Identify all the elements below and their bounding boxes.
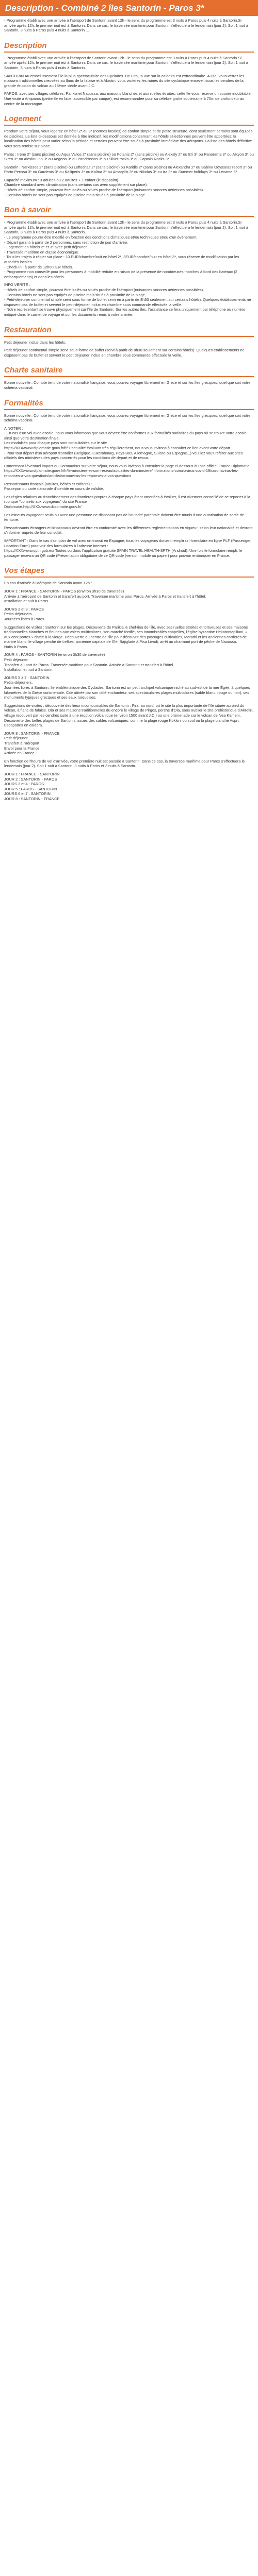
section-paragraph: - Programme établi avec une arrivée à l'aéroport de Santorin avant 12h - le sens du programme est 3 nuits à Paros puis 4 nuits à Santorin.Si arrivée après 12h, le premier nuit est à Santorin. Dans ce cas, le traversée maritime pour Santorin s'effectuera le lendemain (jour 2). Soit 1 nuit à Santorin, 3 nuits à Paros puis 4 nuits à Santorin. <box>4 55 248 70</box>
section-paragraph: JOUR 1 : FRANCE - SANTORIN JOUR 2 : SANTORIN - PAROS JOURS 3 et 4 : PAROS JOUR 5 : PAROS - SANTORIN JOURS 6 et 7 : SANTORIN JOUR 8 : SANTORIN - FRANCE <box>4 771 60 801</box>
section-paragraph: Petit déjeuner continental simple servi sous forme de buffet (servi à partir de 8h30 seulement sur certains hôtels). Quelques établissements ne disposent pas de buffet et servent le petit déjeuner inclus en chambre sous commande effectuée la veille. <box>4 348 245 358</box>
section-paragraph: En fonction de l'heure de vol d'arrivée, votre première nuit est passée à Santorin. Dans ce cas, la traversée maritime pour Paros s'effectuera le lendemain (jour 2). Soit 1 nuit à Santorin, 3 nuits à Paros et 3 nuits à Santorin. <box>4 758 245 769</box>
section-paragraph: INFO VERITÉ : - Hôtels de confort simple, pouvant être isolés ou situés proche de l'aéroport (nuisances sonores aériennes possibles). - Certains hôtels ne sont pas équipés de piscine mais situés à proximité de la plage. - Petit-déjeuner continental simple servi sous forme de buffet servi en à partir de 8h30 seulement sur certains hôtels). Quelques établissements ne disposent pas de buffet et servent le petit-déjeuner inclus en chambre sous commande effectuée la veille. - Notre représentant se trouve physiquement sur l'île de Santorin. Sur les autres îles, l'assistance se fera uniquement par téléphone au numéro indiqué dans le carnet de voyage et sur les documents remis à votre arrivée. <box>4 282 251 317</box>
section-3 <box>4 326 254 358</box>
section-0 <box>4 41 254 106</box>
section-title: Restauration <box>4 326 254 337</box>
section-paragraph: Suggestions de visites : découverte des lieux incontournables de Santorin : Fira, au nord, où le site la plus importante de l'île située au pied du volcan, à flanc de falaise. Oia et ses maisons traditionnelles du encore le village de Pirgos, perché d'Oia, sans oublier le site préhistorique d'Akrotiri, village recouvert par les cendres suite à une éruption volcanique (environ 1500 avant J.C.) ou une promenade sur le volcan de Nea Kameni. Découverte des belles plages de Santorin, issues des sables volcaniques, comme la plage rouge Kokkini ou soul ou la plage blanche Aspri. Escapades en caldera. <box>4 703 254 728</box>
intro-block <box>4 18 254 33</box>
page-title: Description - Combiné 2 îles Santorin - Paros 3* <box>5 3 204 13</box>
section-paragraph: Pendant votre séjour, vous logerez en hôtel 2* ou 3* (normes locales) de confort simple et de petite structure, dont seulement certains sont équipés de piscines. La liste ci-dessous est donnée à titre indicatif, les modifications concernant les hôtels sélectionnés peuvent être apportées; la localisation des hôtels peut varier selon la période et certains peuvent être situés à proximité immédiate des aéroports. La liste des hôtels définitive vous sera remise sur place. <box>4 129 253 148</box>
page <box>0 0 258 813</box>
section-title: Vos étapes <box>4 566 254 578</box>
section-6 <box>4 566 254 801</box>
section-paragraph: - Programme établi avec une arrivée à l'aéroport de Santorin avant 12h - le sens du programme est 3 nuits à Paros puis 4 nuits à Santorin.Si arrivée après 12h, le premier nuit est à Santorin. Dans ce cas, le traversée maritime pour Santorin s'effectuera le lendemain (jour 2). Soit 1 nuit à Santorin, 3 nuits à Paros puis 4 nuits à Santorin. - Le programme pourra être modifié en fonction des conditions climatiques et/ou techniques et/ou d'un événement. - Départ garanti à partir de 2 personnes, sans restriction de jour d'arrivée. - Logement en hôtels 2* et 3* avec petit déjeuner. - Traversée maritime en classe économique. - Tous les trajets à régler sur place : 10 EUR/chambre/nuit en hôtel 2*, 3EUR/chambre/nuit en hôtel 3*, sous réserve de modification par les autorités locales. - Check-in : à partir de 12h00 aux hôtels. - Programme non conseillé pour les personnes à mobilité réduite en raison de la présence de nombreuses marches à bord des bateaux (2 embarquements) et dans les hôtels. <box>4 220 248 279</box>
section-paragraph: IMPORTANT : Dans le cas d'un plan de vol avec un transit en Espagne, tous les voyageurs doivent remplir un formulaire en ligne PLF (Passenger Location Form) pour voir des formulaires à l'adresse internet : https://XXX/www.spth.gob.es/ Toutes ou dans l'application gratuite SPAIN TRAVEL HEALTH-SPTH (Android). Une fois le formulaire rempli, le passager recevra un QR code (Présentation obligatoire de ce QR code (version mobile ou papier) pour pouvoir embarquer en France. <box>4 538 251 558</box>
section-paragraph: Ressortissants étrangers et binationaux devront être en conformité avec les différentes réglementations en vigueur, selon leur nationalité et devront s'informer auprès de leur consulat. <box>4 525 253 535</box>
section-paragraph: JOUR 8 : SANTORIN - FRANCE Petit déjeuner. Transfert à l'aéroport Envol pour la France. Arrivée en France. <box>4 731 60 756</box>
section-paragraph: Bonne nouvelle : Compte tenu de votre nationalité française, vous pouvez voyager librement en Grèce et sur les îles grecques, quel que soit votre schéma vaccinal. <box>4 413 251 423</box>
intro-paragraph: - Programme établi avec une arrivée à l'aéroport de Santorin avant 12h - le sens du programme est 3 nuits à Paros puis 4 nuits à Santorin.Si arrivée après 12h, le premier nuit est à Santorin. Dans ce cas, le traversée maritime pour Santorin s'effectuera le lendemain (jour 2). Soit 1 nuit à Santorin, 3 nuits à Paros puis 4 nuits à Santorin ... <box>4 18 248 33</box>
section-paragraph: PAROS, avec ses villages célèbres: Parikia et Naoussa, aux maisons blanches et aux ruelles étroites, cette île vous réserve un sourire inoubliable. Une visite à Antiparos (petite île en face, accessible par caïque), est recommandée pour sa célèbre grotte souterraine à 70m de profondeur au centre de la montagne. <box>4 91 252 106</box>
section-1 <box>4 114 254 197</box>
section-paragraph: Les règles relatives au franchissement des frontières propres à chaque pays étant amenées à évoluer, il est vivement conseillé de se reporter à la rubrique "conseils aux voyageurs" du site France Diplomatie.http://XXX/www.diplomatie.gouv.fr/ <box>4 494 250 509</box>
section-paragraph: Bonne nouvelle : Compte tenu de votre nationalité française, vous pouvez voyager librement en Grèce et sur les îles grecques, quel que soit votre schéma vaccinal. <box>4 380 251 390</box>
title-banner <box>0 0 258 16</box>
section-title: Formalités <box>4 399 254 410</box>
section-paragraph: JOUR 1 : FRANCE - SANTORIN - PAROS (environ 3h30 de traversée) Arrivée à l'aéroport de Santorin et transfert au port. Traversée maritime pour Paros. Arrivée à Paros et transfert à l'hôtel. Installation et nuit à Paros. <box>4 588 206 604</box>
section-5 <box>4 399 254 558</box>
section-4 <box>4 366 254 390</box>
section-paragraph: JOUR 4 : PAROS - SANTORIN (environ 3h30 de traversée) Petit déjeuner. Transfert au port de Paros. Traversée maritime pour Santorin. Arrivée à Santorin et transfert à l'hôtel. Installation et nuit à Santorin. <box>4 652 174 672</box>
section-paragraph: SANTORIN Au embellissement l'île la plus spectaculaire des Cyclades. De Fira, la vue sur la caldeira est extraordinaire. A Oia, vous verrez les maisons traditionnelles creusées au flanc de la falaise et à Akrotiri, vous visiterez les ruines du site cycladique enseveli sous les cendres de la grande éruption du volcan au 15ème siècle avant J.C. <box>4 73 245 88</box>
section-title: Description <box>4 41 254 53</box>
section-paragraph: JOURS 5 à 7 : SANTORIN Petits-déjeuners. Journées libres à Santorin, île emblématique des Cyclades. Santorin est un petit archipel volcanique niché au sud-est de la mer Égée, à quelques kilomètres de la Grèce continentale. Cité attirée par son côté enchanteur, ses spectaculaires plages multicolores (sable blanc, rouge ou noir), ses monuments typiques grecques et ses eaux turquoises. <box>4 675 250 700</box>
section-paragraph: A NOTER : - En cas d'un vol avec escale, nous vous informons que vous devrez être conformes aux formalités sanitaires du pays où se trouve votre escale ainsi que votre destination finale. Les modalités pour chaque pays sont consultables sur le site https://XXX/www.diplomatie.gouv.fr/fr/ L'actualité évoluant très régulièrement, nous vous invitons à consulter ce lien avant votre départ. - Pour tout départ d'un aéroport frontalier (Belgique, Luxembourg, Pays-Bas, Allemagne, Suisse ou Espagne...) veuillez vous référer aux sites officiels des ministères des pays concernés pour les conditions de départ et de retour. <box>4 426 247 461</box>
section-paragraph: Concernant l'éventuel impact du Coronavirus sur votre séjour, nous vous invitons à consulter la page ci-dessous du site officiel France Diplomatie : https://XXX/www.diplomatie.gouv.fr/fr/le-ministere-et-son-reseau/actualites-du-ministere/informations-coronavirus-covid-19/coronavirus-les-reponses-a-vos-questions/article/coronavirus-les-reponses-a-vos-questions <box>4 463 252 479</box>
section-title: Charte sanitaire <box>4 366 254 377</box>
section-title: Bon à savoir <box>4 206 254 217</box>
section-paragraph: Paros : Irene 2* (sans piscine) ou Aqua Vallos 2* (sans piscine) ou Fotanis 2* (sans piscine) ou Alexaly 2* ou Eri 3* ou Panorama 3* ou Alkyon 3* ou Siren 3* ou Alexiou Inn 3* ou Aegeon 3* ou Pandrossos 3* ou Silver rocks 3* ou Captain Rocks 3* <box>4 151 254 162</box>
section-paragraph: Ressortissants français (adultes, bébés et enfants) : Passeport ou carte nationale d'identité en cours de validité. <box>4 481 104 492</box>
content-sections <box>4 41 254 802</box>
section-paragraph: Les mineurs voyageant seuls ou avec une personne ne disposant pas de l'autorité parentale doivent être munis d'une autorisation de sortie de territoire. <box>4 512 245 522</box>
section-paragraph: JOURS 2 et 3 : PAROS Petits-déjeuners. Journées libres à Paros. <box>4 606 45 621</box>
section-paragraph: Petit déjeuner inclus dans les hôtels. <box>4 340 66 345</box>
section-paragraph: Santorin : Narkissos 2* (sans piscine) ou Lefteditas 2* (sans piscine) ou Karidis 2* (sans piscine) ou Alexandra 2* ou Sabina Odysseas resort 3* ou Porto Perissa 3* ou Gardenia 3* ou Kalliperis 3* ou Kalma 3* ou Amaryllis 3* ou Nikolas 3* ou Ira 3* ou Summer holidays 3* ou Levante 3* <box>4 164 252 175</box>
section-paragraph: Capacité maximum : 3 adultes ou 2 adultes + 1 enfant (lit d'appoint). Chambre standard avec climatisation (dans certains cas avec supplément sur place). - Hôtels de confort simple, pouvant être isolés ou situés proche de l'aéroport (nuisances sonores aériennes possibles). - Certains hôtels ne sont pas équipés de piscine mais situés à proximité de la plage. <box>4 177 204 197</box>
section-paragraph: Suggestions de visites : Santorin sur les plages. Découverte de Parikia le chef-lieu de l'île, avec ses ruelles étroites et tortueuses et ses maisons traditionnelles blanches et fleuries aux volets multicolores, son marché fortifié, ses innombrables chapelles, l'église byzantine Hekatontapiliani, « aux cent portes » datée à la vierge. Découverte du centre de l'île pour découvrir des paysages cultivables, Marathi et les anciennes carrières de marbre blanc, le village perché de Lefkes, ancienne capitale de l'île, Bajiglade à Pisa Livadi, arrêt au charmant port de pêche de Naoussa. Nuits à Paros. <box>4 624 248 649</box>
section-title: Logement <box>4 114 254 126</box>
section-paragraph: En cas d'arrivée à l'aéroport de Santorin avant 12h : <box>4 581 92 586</box>
section-2 <box>4 206 254 317</box>
